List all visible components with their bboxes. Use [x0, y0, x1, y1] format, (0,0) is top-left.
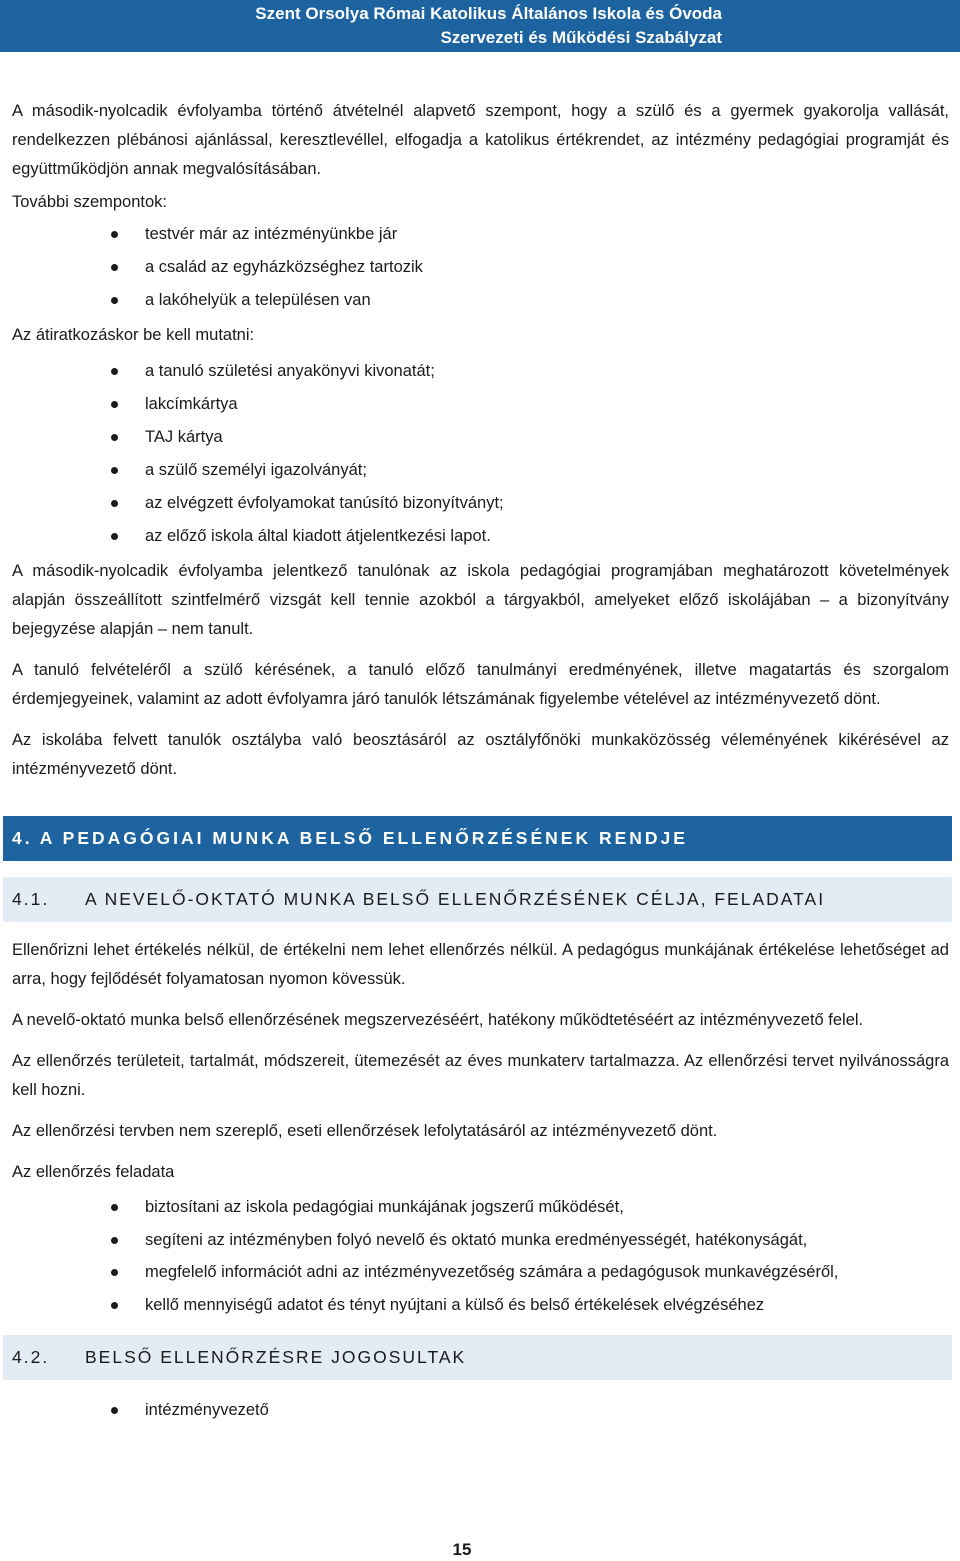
section-number: 4.1.	[12, 889, 50, 909]
bullet-icon	[111, 264, 118, 271]
bullet-icon	[111, 401, 118, 408]
further-criteria-list	[12, 218, 949, 317]
section-number: 4.2.	[12, 1347, 50, 1367]
bullet-icon	[111, 1302, 118, 1309]
bullet-icon	[111, 1269, 118, 1276]
check-tasks-list	[12, 1191, 949, 1321]
list-item: intézményvezető	[12, 1394, 949, 1427]
list-item: kellő mennyiségű adatot és tényt nyújtani a külső és belső értékelések elvégzéséhez	[12, 1289, 949, 1322]
bullet-icon	[111, 1407, 118, 1414]
bullet-icon	[111, 434, 118, 441]
paragraph-transfer-criteria: A második-nyolcadik évfolyamba történő átvételnél alapvető szempont, hogy a szülő és a gyermek gyakorolja vallását, rendelkezzen plébánosi ajánlással, keresztlevéllel, elfogadja a katolikus értékrendet, az intézmény pedagógiai programját és együttműködjön annak megvalósításában.	[12, 102, 949, 178]
list-item: TAJ kártya	[12, 421, 949, 454]
bullet-icon	[111, 1204, 118, 1211]
bullet-icon	[111, 297, 118, 304]
list-item: megfelelő információt adni az intézményvezetőség számára a pedagógusok munkavégzéséről,	[12, 1256, 949, 1289]
section-heading-4-1	[3, 877, 952, 922]
school-name: Szent Orsolya Római Katolikus Általános Iskola és Óvoda	[255, 4, 722, 23]
list-item: a lakóhelyük a településen van	[12, 284, 949, 317]
list-item: a tanuló születési anyakönyvi kivonatát;	[12, 355, 949, 388]
authorized-persons-list	[12, 1394, 949, 1427]
page-number: 15	[452, 1540, 472, 1559]
paragraph-class-assignment: Az iskolába felvett tanulók osztályba való beosztásáról az osztályfőnöki munkaközösség véleményének kikérésével az intézményvezető dönt.	[12, 731, 949, 778]
paragraph-responsibility: A nevelő-oktató munka belső ellenőrzésének megszervezéséért, hatékony működtetéséért az intézményvezető felel.	[12, 1011, 864, 1029]
bullet-icon	[111, 500, 118, 507]
further-criteria-label: További szempontok:	[12, 193, 168, 211]
paragraph-level-exam: A második-nyolcadik évfolyamba jelentkező tanulónak az iskola pedagógiai programjában meghatározott követelmények alapján összeállított szintfelmérő vizsgát kell tennie azokból a tárgyakból, amelyeket előző iskolájában – a bizonyítvány bejegyzése alapján – nem tanult.	[12, 562, 949, 638]
list-item: lakcímkártya	[12, 388, 949, 421]
section-title: BELSŐ ELLENŐRZÉSRE JOGOSULTAK	[85, 1347, 467, 1367]
transfer-documents-label: Az átiratkozáskor be kell mutatni:	[12, 326, 255, 344]
paragraph-evaluation: Ellenőrizni lehet értékelés nélkül, de értékelni nem lehet ellenőrzés nélkül. A pedagógus munkájának értékelése lehetőséget ad arra, hogy fejlődését folyamatosan nyomon kövessük.	[12, 941, 949, 988]
page-content	[12, 97, 949, 1431]
bullet-icon	[111, 1237, 118, 1244]
list-item: segíteni az intézményben folyó nevelő és oktató munka eredményességét, hatékonyságát,	[12, 1224, 949, 1257]
list-item: biztosítani az iskola pedagógiai munkájának jogszerű működését,	[12, 1191, 949, 1224]
bullet-icon	[111, 368, 118, 375]
list-item: a szülő személyi igazolványát;	[12, 454, 949, 487]
paragraph-admission-decision: A tanuló felvételéről a szülő kérésének, a tanuló előző tanulmányi eredményének, illetve magatartás és szorgalom érdemjegyeinek, valamint az adott évfolyamra járó tanulók létszámának figyelembe vételével az intézményvezető dönt.	[12, 661, 949, 708]
bullet-icon	[111, 467, 118, 474]
list-item: a család az egyházközséghez tartozik	[12, 251, 949, 284]
paragraph-work-plan: Az ellenőrzés területeit, tartalmát, módszereit, ütemezését az éves munkaterv tartalmazza. Az ellenőrzési tervet nyilvánosságra kell hozni.	[12, 1052, 949, 1099]
paragraph-ad-hoc-checks: Az ellenőrzési tervben nem szereplő, eseti ellenőrzések lefolytatásáról az intézményvezető dönt.	[12, 1122, 718, 1140]
bullet-icon	[111, 533, 118, 540]
section-title: A NEVELŐ-OKTATÓ MUNKA BELSŐ ELLENŐRZÉSÉNEK CÉLJA, FELADATAI	[85, 889, 826, 909]
bullet-icon	[111, 231, 118, 238]
transfer-documents-list	[12, 355, 949, 553]
document-title: Szervezeti és Működési Szabályzat	[440, 28, 722, 47]
check-tasks-label: Az ellenőrzés feladata	[12, 1163, 175, 1181]
section-heading-4: 4. A PEDAGÓGIAI MUNKA BELSŐ ELLENŐRZÉSÉNEK RENDJE	[3, 816, 952, 861]
list-item: testvér már az intézményünkbe jár	[12, 218, 949, 251]
list-item: az elvégzett évfolyamokat tanúsító bizonyítványt;	[12, 487, 949, 520]
document-header	[0, 0, 960, 52]
list-item: az előző iskola által kiadott átjelentkezési lapot.	[12, 520, 949, 553]
section-heading-4-2	[3, 1335, 952, 1380]
